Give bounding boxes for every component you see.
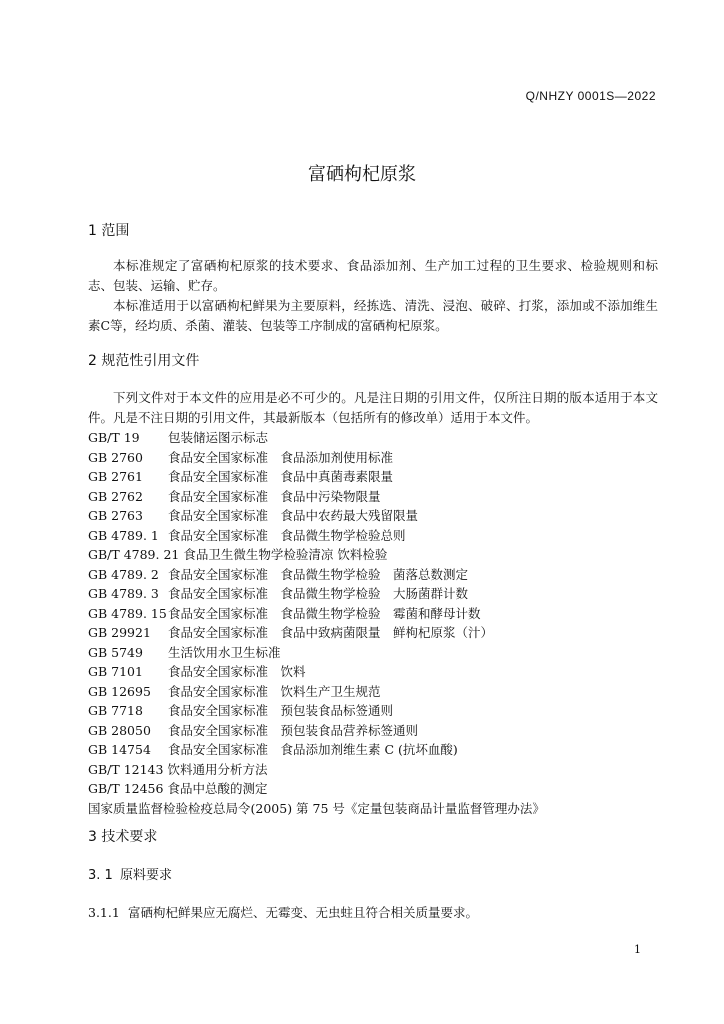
section-2-intro (88, 388, 658, 428)
clause-text: 富硒枸杞鲜果应无腐烂、无霉变、无虫蛀且符合相关质量要求。 (128, 905, 479, 920)
reference-item (88, 682, 668, 702)
reference-title: 食品安全国家标准 饮料 (168, 664, 306, 679)
normative-intro: 下列文件对于本文件的应用是必不可少的。凡是注日期的引用文件，仅所注日期的版本适用于本文件。凡是不注日期的引用文件，其最新版本（包括所有的修改单）适用于本文件。 (88, 390, 658, 425)
subsection-number: 3. 1 (88, 868, 113, 883)
reference-code: GB 5749 (88, 644, 143, 660)
reference-item (88, 643, 668, 663)
reference-title: 食品安全国家标准 预包装食品营养标签通则 (168, 722, 419, 738)
reference-item (88, 506, 668, 526)
reference-item (88, 467, 668, 487)
reference-item (88, 545, 668, 565)
reference-title: 食品中总酸的测定 (167, 781, 268, 796)
section-1-body (88, 256, 658, 336)
reference-code: GB/T 12143 (88, 761, 164, 777)
section-1-heading: 1 范围 (88, 223, 130, 239)
reference-code: GB 4789. 3 (88, 586, 159, 601)
reference-code: GB/T 12456 (88, 781, 164, 796)
reference-title: 食品安全国家标准 食品微生物学检验 大肠菌群计数 (168, 586, 469, 601)
reference-code: GB 4789. 2 (88, 566, 159, 582)
reference-code: GB 7101 (88, 664, 143, 679)
page-number: 1 (634, 943, 641, 956)
reference-title: 食品安全国家标准 食品微生物学检验总则 (168, 527, 406, 543)
reference-code: GB 4789. 15 (88, 605, 167, 621)
reference-code: GB 2760 (88, 449, 143, 465)
reference-item (88, 448, 668, 468)
reference-code: GB 2763 (88, 508, 143, 523)
reference-item (88, 623, 668, 643)
reference-code: GB 2761 (88, 469, 143, 484)
reference-code: GB 29921 (88, 625, 151, 640)
reference-list (88, 428, 668, 818)
reference-code: GB 28050 (88, 722, 151, 738)
reference-item (88, 760, 668, 780)
reference-item (88, 740, 668, 760)
reference-title: 食品安全国家标准 食品微生物学检验 霉菌和酵母计数 (168, 605, 481, 621)
scope-paragraph-2: 本标准适用于以富硒枸杞鲜果为主要原料，经拣选、清洗、浸泡、破碎、打浆，添加或不添加维生素C等，经均质、杀菌、灌装、包装等工序制成的富硒枸杞原浆。 (88, 298, 658, 333)
reference-code: GB/T 4789. 21 (88, 547, 180, 562)
reference-item (88, 565, 668, 585)
reference-title: 食品安全国家标准 饮料生产卫生规范 (168, 683, 381, 699)
clause-number: 3.1.1 (88, 905, 120, 920)
reference-code: GB 12695 (88, 683, 151, 699)
reference-title: 食品安全国家标准 食品中真菌毒素限量 (168, 469, 394, 484)
reference-title: 食品安全国家标准 预包装食品标签通则 (168, 703, 394, 718)
reference-item (88, 662, 668, 682)
reference-item (88, 604, 668, 624)
reference-item (88, 721, 668, 741)
reference-title: 食品安全国家标准 食品添加剂使用标准 (168, 449, 394, 465)
reference-title: 饮料通用分析方法 (167, 761, 268, 777)
scope-paragraph-1: 本标准规定了富硒枸杞原浆的技术要求、食品添加剂、生产加工过程的卫生要求、检验规则和标志、包装、运输、贮存。 (88, 258, 658, 293)
reference-item (88, 526, 668, 546)
reference-item (88, 487, 668, 507)
reference-title: 国家质量监督检验检疫总局令(2005) 第 75 号《定量包装商品计量监督管理办法》 (88, 800, 545, 816)
section-3-heading: 3 技术要求 (88, 829, 158, 845)
reference-item (88, 701, 668, 721)
reference-title: 包装储运图示标志 (168, 430, 269, 445)
reference-title: 食品安全国家标准 食品中污染物限量 (168, 488, 381, 504)
standard-code: Q/NHZY 0001S—2022 (525, 89, 656, 103)
subsection-3-1 (88, 864, 172, 883)
reference-item (88, 799, 668, 819)
reference-title: 食品卫生微生物学检验清凉 饮料检验 (183, 547, 388, 562)
reference-code: GB 4789. 1 (88, 527, 159, 543)
reference-code: GB 7718 (88, 703, 143, 718)
reference-title: 食品安全国家标准 食品添加剂维生素 C (抗坏血酸) (168, 742, 458, 757)
reference-title: 食品安全国家标准 食品中农药最大残留限量 (168, 508, 419, 523)
reference-item (88, 428, 668, 448)
reference-code: GB 2762 (88, 488, 143, 504)
document-title: 富硒枸杞原浆 (308, 164, 416, 185)
clause-3-1-1 (88, 903, 478, 921)
reference-code: GB 14754 (88, 742, 151, 757)
section-2-heading: 2 规范性引用文件 (88, 353, 200, 369)
subsection-title: 原料要求 (120, 868, 173, 883)
reference-item (88, 779, 668, 799)
reference-title: 食品安全国家标准 食品微生物学检验 菌落总数测定 (168, 566, 469, 582)
reference-code: GB/T 19 (88, 430, 140, 445)
reference-title: 食品安全国家标准 食品中致病菌限量 鲜枸杞原浆（汁） (168, 625, 494, 640)
reference-title: 生活饮用水卫生标准 (168, 644, 281, 660)
reference-item (88, 584, 668, 604)
